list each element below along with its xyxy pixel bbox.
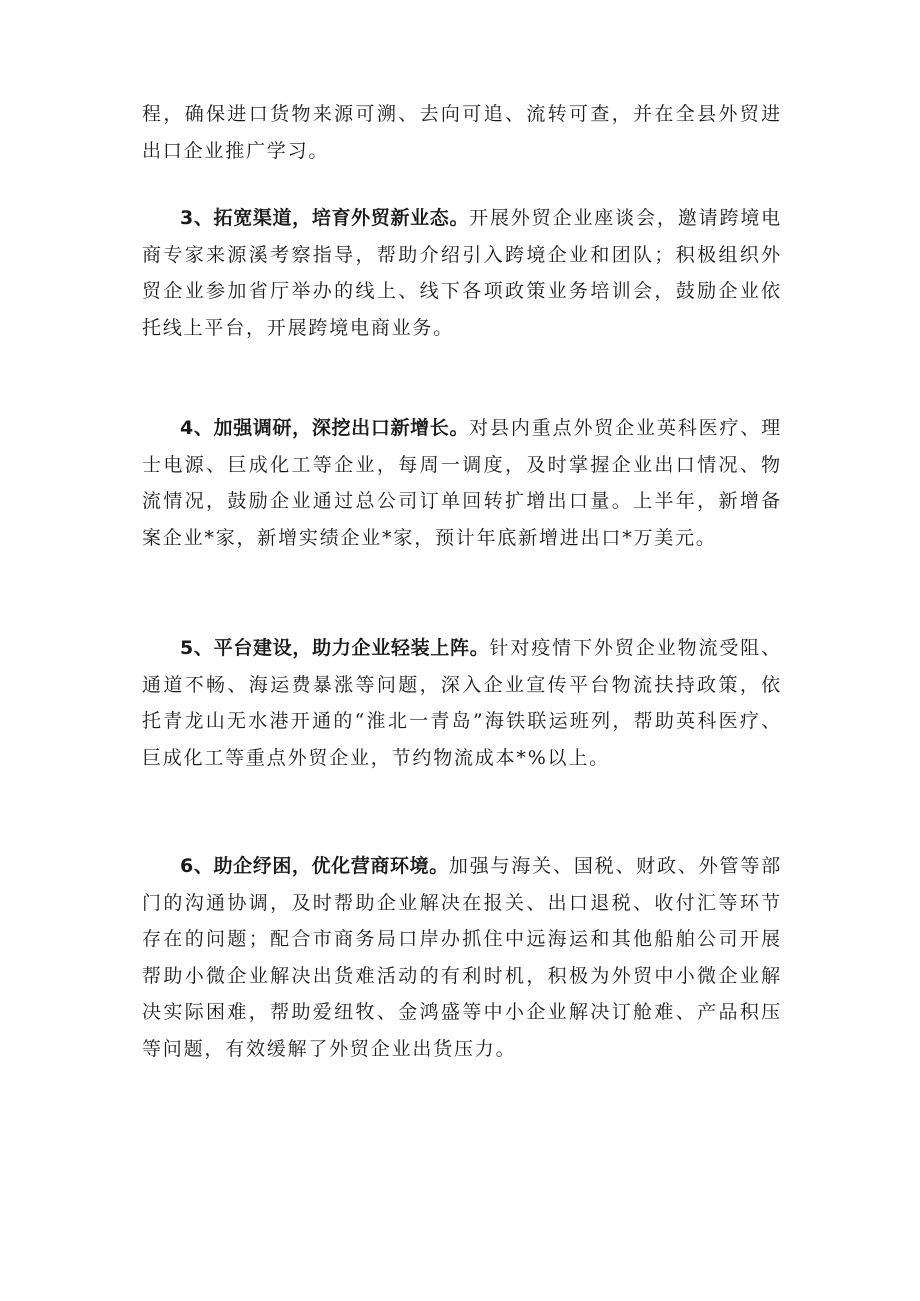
paragraph-4 [142, 410, 782, 556]
paragraph-text: 开展外贸企业座谈会，邀请跨境电商专家来源溪考察指导，帮助介绍引入跨境企业和团队；积极组织外贸企业参加省厅举办的线上、线下各项政策业务培训会，鼓励企业依托线上平台，开展跨境电商业务。 [142, 207, 782, 339]
paragraph-text: 对县内重点外贸企业英科医疗、理士电源、巨成化工等企业，每周一调度，及时掌握企业出口情况、物流情况，鼓励企业通过总公司订单回转扩增出口量。上半年，新增备案企业*家，新增实绩企业*家，预计年底新增进出口*万美元。 [142, 417, 782, 549]
paragraph-6 [142, 848, 782, 1067]
paragraph-heading: 3、拓宽渠道，培育外贸新业态。 [180, 207, 470, 229]
paragraph-text: 针对疫情下外贸企业物流受阻、通道不畅、海运费暴涨等问题，深入企业宣传平台物流扶持政策，依托青龙山无水港开通的“淮北一青岛”海铁联运班列，帮助英科医疗、巨成化工等重点外贸企业，节约物流成本*%以上。 [142, 637, 783, 769]
paragraph-text: 加强与海关、国税、财政、外管等部门的沟通协调，及时帮助企业解决在报关、出口退税、收付汇等环节存在的问题；配合市商务局口岸办抓住中远海运和其他船舶公司开展帮助小微企业解决出货难活动的有利时机，积极为外贸中小微企业解决实际困难，帮助爱纽牧、金鸿盛等中小企业解决订舱难、产品积压等问题，有效缓解了外贸企业出货压力。 [142, 855, 782, 1060]
paragraph-text: 程，确保进口货物来源可溯、去向可追、流转可查，并在全县外贸进出口企业推广学习。 [142, 103, 782, 162]
paragraph-continuation [142, 96, 782, 169]
paragraph-3 [142, 200, 782, 346]
paragraph-heading: 4、加强调研，深挖出口新增长。 [180, 417, 470, 439]
paragraph-heading: 5、平台建设，助力企业轻装上阵。 [180, 637, 490, 659]
paragraph-5 [142, 630, 782, 776]
paragraph-heading: 6、助企纾困，优化营商环境。 [180, 855, 449, 877]
